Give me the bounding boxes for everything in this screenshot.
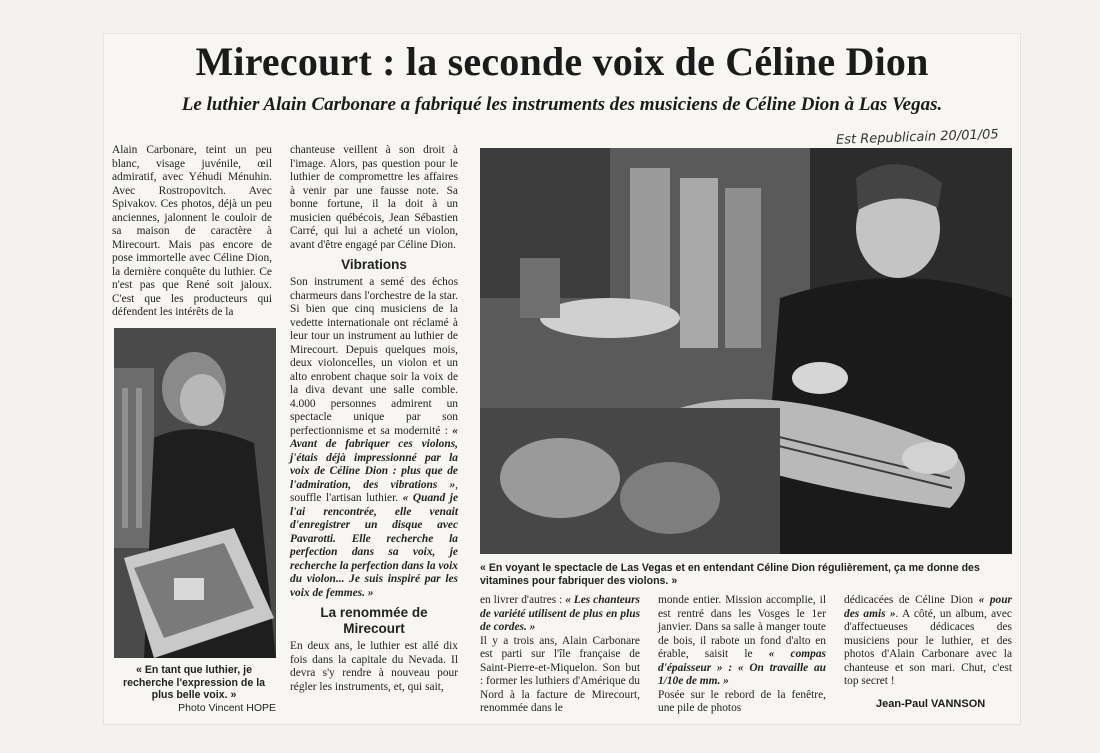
column-2: [290, 144, 458, 694]
column-3: [480, 594, 640, 716]
headline: Mirecourt : la seconde voix de Céline Dion: [195, 39, 929, 84]
col4-para1: [658, 594, 826, 689]
col5-text-b: . A côté, un album, avec d'affectueuses dédicaces des musiciens pour le luthier, et des photos d'Alain Carbonare avec la chanteuse et son mari. Chut, c'est top secret !: [844, 607, 1012, 687]
source-stamp: Est Republicain 20/01/05: [835, 127, 999, 148]
col5-text-a: dédicacées de Céline Dion: [844, 594, 974, 606]
col4-text-a: monde entier. Mission accomplie, il est rentré dans les Vosges le 1er janvier. Dans sa salle à manger toute de bois, il rabote un fond d'alto en érable, saisit le: [658, 594, 826, 660]
photo-credit: Photo Vincent HOPE: [178, 701, 276, 714]
col2-quote2: « Quand je l'ai rencontrée, elle venait d'enregistrer un disque avec Pavarotti. Elle recherche la perfection dans sa voix, je recherche la perfection dans la voix du violon... Je suis inspiré par les voix de femmes. »: [290, 492, 459, 599]
col5-quote: « pour des amis »: [844, 594, 1012, 620]
col2-top: chanteuse veillent à son droit à l'image. Alors, pas question pour le luthier de compromettre les affaires à venir par une fausse note. Sa bonne fortune, il la doit à un musicien québécois, Jean Sébastien Carré, qui lui a acheté un violon, avant d'être engagé par Céline Dion.: [290, 144, 458, 251]
col3-para1: [480, 594, 640, 635]
col2-renommee: En deux ans, le luthier est allé dix fois dans la capitale du Nevada. Il devra s'y rendre à nouveau pour régler les instruments, et, qui sait,: [290, 640, 458, 693]
caption-small-text: « En tant que luthier, je recherche l'expression de la plus belle voix. »: [122, 664, 266, 701]
col4-text-b: Posée sur le rebord de la fenêtre, une pile de photos: [658, 688, 826, 714]
col3-text-b: Il y a trois ans, Alain Carbonare est parti sur l'île française de Saint-Pierre-et-Miquelon. Son but : former les luthiers d'Amérique du Nord à la facture de Mirecourt, renommée dans le: [480, 634, 640, 714]
photo-luthier-violin-image: [480, 148, 1012, 554]
col3-quote: « Les chanteurs de variété utilisent de plus en plus de cordes. »: [480, 594, 640, 633]
heading-renommee: La renommée de Mirecourt: [320, 605, 428, 636]
subheadline: Le luthier Alain Carbonare a fabriqué les instruments des musiciens de Céline Dion à Las Vegas.: [181, 94, 943, 115]
col5-para: [844, 594, 1012, 689]
photo-luthier-violin: [480, 148, 1012, 554]
col3-text-a: en livrer d'autres :: [480, 594, 563, 606]
col1-text: Alain Carbonare, teint un peu blanc, visage juvénile, œil admiratif, avec Yéhudi Ménuhin. Avec Rostropovitch. Avec Spivakov. Ces photos, déjà un peu anciennes, jalonnent le couloir de sa maison de caractère à Mirecourt. Mais pas encore de pose immortelle avec Céline Dion, la dernière conquête du luthier. Ce n'est pas que René soit jaloux. C'est que les producteurs qui défendent les intérêts de la: [112, 144, 272, 318]
col2-quote: « Avant de fabriquer ces violons, j'étais déjà impressionné par la voix de Céline Dion : plus que de l'admiration, des vibrations »: [290, 424, 458, 491]
column-5: [844, 594, 1012, 689]
heading-vibrations: Vibrations: [341, 257, 407, 272]
byline: Jean-Paul VANNSON: [876, 698, 986, 710]
col4-quote: « compas d'épaisseur » : « On travaille au 1/10e de mm. »: [658, 648, 826, 687]
col2-after-quote: , souffle l'artisan luthier.: [290, 478, 458, 504]
col2-vibrations-text: Son instrument a semé des échos charmeurs dans l'orchestre de la star. Si bien que cinq musiciens de la vedette internationale ont réclamé à leur tour un instrument au luthier de Mirecourt. Depuis quelques mois, deux violoncelles, un violon et un alto enrobent chaque soir la voix de la diva devant une salle comble. 4.000 personnes admirent un spectacle unique par son perfectionnisme et sa modernité :: [290, 276, 458, 437]
photo-luthier-reading: [114, 328, 276, 658]
column-1: [112, 144, 272, 320]
newspaper-clipping: [104, 34, 1020, 724]
caption-small-photo: [112, 664, 276, 714]
caption-large-photo: « En voyant le spectacle de Las Vegas et en entendant Céline Dion régulièrement, ça me donne des vitamines pour fabriquer des violons. »: [480, 562, 980, 587]
col2-vibrations: [290, 276, 458, 600]
photo-luthier-reading-image: [114, 328, 276, 658]
column-4: [658, 594, 826, 716]
